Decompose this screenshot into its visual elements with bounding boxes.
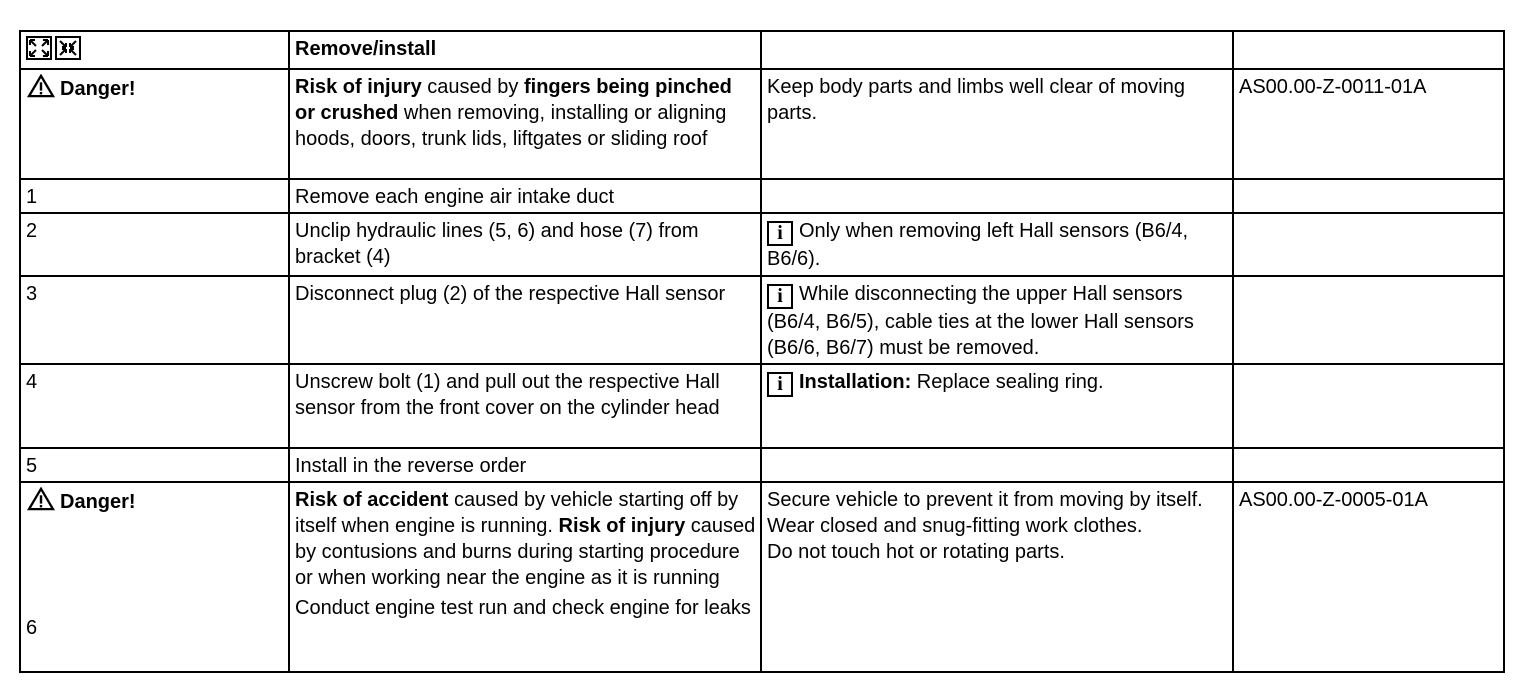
- step-code: [1233, 179, 1504, 213]
- header-title: Remove/install: [289, 31, 761, 69]
- table-row: [20, 364, 1504, 448]
- table-row: [20, 179, 1504, 213]
- danger-description-2: Risk of accident caused by vehicle starting off by itself when engine is running. Risk of injury caused by contusions and burns during starting procedure or when working near the engine as it is running Conduct engine test run and check engine for leaks: [289, 482, 761, 672]
- info-icon: i: [767, 284, 793, 309]
- step-note: i Installation: Replace sealing ring.: [761, 364, 1233, 448]
- step-text: Unclip hydraulic lines (5, 6) and hose (7) from bracket (4): [289, 213, 761, 276]
- danger-label: Danger!: [60, 78, 136, 100]
- danger-cell-2: [20, 482, 289, 672]
- step-text: Unscrew bolt (1) and pull out the respective Hall sensor from the front cover on the cylinder head: [289, 364, 761, 448]
- step-text: Remove each engine air intake duct: [289, 179, 761, 213]
- step-note: i While disconnecting the upper Hall sensors (B6/4, B6/5), cable ties at the lower Hall sensors (B6/6, B6/7) must be removed.: [761, 276, 1233, 364]
- step-note: [761, 179, 1233, 213]
- danger-row-2: [20, 482, 1504, 672]
- header-row: [20, 31, 1504, 69]
- step-number: 3: [20, 276, 289, 364]
- danger-code-2: AS00.00-Z-0005-01A: [1233, 482, 1504, 672]
- procedure-table: [19, 30, 1505, 673]
- step-code: [1233, 448, 1504, 482]
- header-empty-3: [761, 31, 1233, 69]
- step-text: Install in the reverse order: [289, 448, 761, 482]
- step-code: [1233, 276, 1504, 364]
- header-empty-4: [1233, 31, 1504, 69]
- danger-row-1: [20, 69, 1504, 179]
- table-row: [20, 276, 1504, 364]
- table-row: [20, 448, 1504, 482]
- step-number: 6: [26, 617, 38, 639]
- danger-label: Danger!: [60, 491, 136, 513]
- expand-icon[interactable]: [26, 36, 52, 60]
- step-note: i Only when removing left Hall sensors (B6/4, B6/6).: [761, 213, 1233, 276]
- step-code: [1233, 213, 1504, 276]
- danger-remedy-2: Secure vehicle to prevent it from moving by itself. Wear closed and snug-fitting work clothes. Do not touch hot or rotating parts.: [761, 482, 1233, 672]
- warning-triangle-icon: [26, 487, 56, 511]
- step-number: 2: [20, 213, 289, 276]
- header-icons-cell: [20, 31, 289, 69]
- danger-cell-1: [20, 69, 289, 179]
- info-icon: i: [767, 372, 793, 397]
- step-text: Disconnect plug (2) of the respective Hall sensor: [289, 276, 761, 364]
- info-icon: i: [767, 221, 793, 246]
- step-code: [1233, 364, 1504, 448]
- step-number: 1: [20, 179, 289, 213]
- warning-triangle-icon: [26, 74, 56, 98]
- danger-code-1: AS00.00-Z-0011-01A: [1233, 69, 1504, 179]
- danger-remedy-1: Keep body parts and limbs well clear of moving parts.: [761, 69, 1233, 179]
- step-number: 4: [20, 364, 289, 448]
- step-number: 5: [20, 448, 289, 482]
- step-text: Conduct engine test run and check engine for leaks: [295, 597, 751, 619]
- table-row: [20, 213, 1504, 276]
- collapse-icon[interactable]: [55, 36, 81, 60]
- danger-description-1: Risk of injury caused by fingers being pinched or crushed when removing, installing or aligning hoods, doors, trunk lids, liftgates or sliding roof: [289, 69, 761, 179]
- step-note: [761, 448, 1233, 482]
